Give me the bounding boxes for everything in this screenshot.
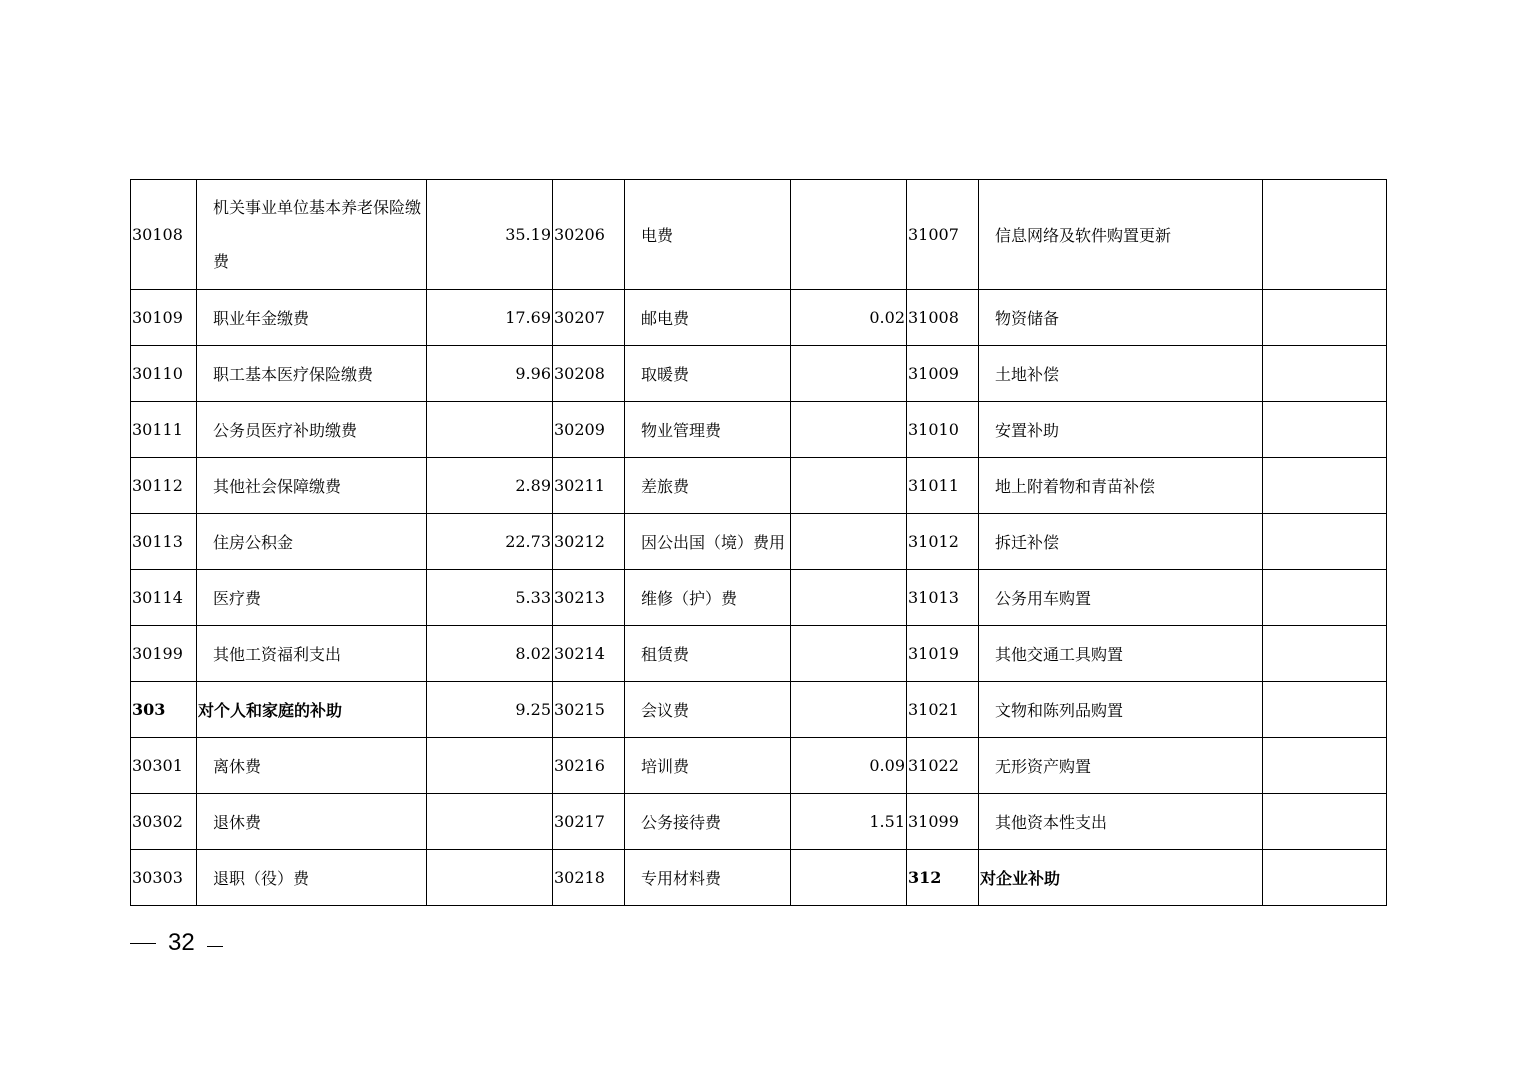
econ-code: 30109 <box>131 290 197 346</box>
econ-name: 公务用车购置 <box>979 570 1263 626</box>
amount <box>427 402 553 458</box>
table-row <box>131 738 1387 794</box>
econ-name: 取暖费 <box>625 346 791 402</box>
econ-name: 电费 <box>625 180 791 290</box>
econ-code: 31012 <box>907 514 979 570</box>
econ-name: 职工基本医疗保险缴费 <box>197 346 427 402</box>
econ-name: 差旅费 <box>625 458 791 514</box>
econ-name: 会议费 <box>625 682 791 738</box>
econ-code: 30213 <box>553 570 625 626</box>
econ-code: 30216 <box>553 738 625 794</box>
econ-name: 退职（役）费 <box>197 850 427 906</box>
table-row <box>131 850 1387 906</box>
econ-name: 对企业补助 <box>979 850 1263 906</box>
econ-code: 30112 <box>131 458 197 514</box>
econ-code: 30111 <box>131 402 197 458</box>
amount <box>791 402 907 458</box>
econ-code: 30218 <box>553 850 625 906</box>
econ-code: 30215 <box>553 682 625 738</box>
econ-code: 30302 <box>131 794 197 850</box>
econ-name: 无形资产购置 <box>979 738 1263 794</box>
amount <box>1263 346 1387 402</box>
econ-name: 离休费 <box>197 738 427 794</box>
econ-code: 31010 <box>907 402 979 458</box>
econ-name: 专用材料费 <box>625 850 791 906</box>
econ-code: 30303 <box>131 850 197 906</box>
econ-code: 30110 <box>131 346 197 402</box>
econ-name: 土地补偿 <box>979 346 1263 402</box>
econ-name: 机关事业单位基本养老保险缴费 <box>197 180 427 290</box>
econ-name: 邮电费 <box>625 290 791 346</box>
amount <box>1263 402 1387 458</box>
amount: 35.19 <box>427 180 553 290</box>
amount: 0.09 <box>791 738 907 794</box>
econ-name: 安置补助 <box>979 402 1263 458</box>
econ-name: 文物和陈列品购置 <box>979 682 1263 738</box>
table-row <box>131 180 1387 290</box>
table-row <box>131 682 1387 738</box>
econ-code: 31011 <box>907 458 979 514</box>
amount <box>791 180 907 290</box>
econ-name: 职业年金缴费 <box>197 290 427 346</box>
econ-code: 30217 <box>553 794 625 850</box>
amount <box>427 850 553 906</box>
amount <box>791 346 907 402</box>
amount: 22.73 <box>427 514 553 570</box>
econ-code: 31099 <box>907 794 979 850</box>
table-row <box>131 402 1387 458</box>
econ-name: 信息网络及软件购置更新 <box>979 180 1263 290</box>
amount: 9.25 <box>427 682 553 738</box>
econ-code: 30114 <box>131 570 197 626</box>
econ-code: 30301 <box>131 738 197 794</box>
econ-code: 303 <box>131 682 197 738</box>
amount: 8.02 <box>427 626 553 682</box>
table-row <box>131 514 1387 570</box>
econ-code: 30199 <box>131 626 197 682</box>
amount <box>791 682 907 738</box>
amount <box>1263 290 1387 346</box>
econ-name: 住房公积金 <box>197 514 427 570</box>
econ-name: 地上附着物和青苗补偿 <box>979 458 1263 514</box>
econ-name: 其他资本性支出 <box>979 794 1263 850</box>
amount: 17.69 <box>427 290 553 346</box>
amount <box>791 458 907 514</box>
econ-code: 312 <box>907 850 979 906</box>
econ-name: 其他交通工具购置 <box>979 626 1263 682</box>
amount <box>791 850 907 906</box>
econ-code: 31021 <box>907 682 979 738</box>
econ-name: 培训费 <box>625 738 791 794</box>
amount: 5.33 <box>427 570 553 626</box>
table-row <box>131 626 1387 682</box>
amount <box>791 514 907 570</box>
econ-code: 30212 <box>553 514 625 570</box>
amount <box>1263 626 1387 682</box>
econ-code: 31022 <box>907 738 979 794</box>
amount <box>1263 514 1387 570</box>
dash-right <box>207 946 223 947</box>
amount <box>1263 682 1387 738</box>
econ-name: 其他工资福利支出 <box>197 626 427 682</box>
econ-code: 30113 <box>131 514 197 570</box>
page-number: 32 <box>168 929 195 956</box>
econ-name: 物业管理费 <box>625 402 791 458</box>
econ-name: 公务接待费 <box>625 794 791 850</box>
econ-code: 31019 <box>907 626 979 682</box>
amount <box>427 794 553 850</box>
econ-name: 租赁费 <box>625 626 791 682</box>
table-row <box>131 458 1387 514</box>
amount <box>1263 458 1387 514</box>
econ-code: 30208 <box>553 346 625 402</box>
amount: 9.96 <box>427 346 553 402</box>
econ-name: 维修（护）费 <box>625 570 791 626</box>
amount: 2.89 <box>427 458 553 514</box>
econ-name: 公务员医疗补助缴费 <box>197 402 427 458</box>
econ-code: 30209 <box>553 402 625 458</box>
page-number-footer <box>130 926 223 960</box>
econ-code: 30211 <box>553 458 625 514</box>
amount <box>1263 850 1387 906</box>
amount: 0.02 <box>791 290 907 346</box>
table-row <box>131 570 1387 626</box>
econ-code: 30214 <box>553 626 625 682</box>
econ-code: 30206 <box>553 180 625 290</box>
amount <box>791 570 907 626</box>
amount <box>427 738 553 794</box>
econ-name: 对个人和家庭的补助 <box>197 682 427 738</box>
econ-code: 31007 <box>907 180 979 290</box>
econ-name: 退休费 <box>197 794 427 850</box>
econ-name: 拆迁补偿 <box>979 514 1263 570</box>
table-row <box>131 794 1387 850</box>
amount <box>1263 180 1387 290</box>
econ-code: 31008 <box>907 290 979 346</box>
dash-left <box>130 943 156 944</box>
table-row <box>131 290 1387 346</box>
econ-code: 31009 <box>907 346 979 402</box>
econ-code: 30207 <box>553 290 625 346</box>
amount: 1.51 <box>791 794 907 850</box>
amount <box>1263 794 1387 850</box>
amount <box>1263 738 1387 794</box>
budget-table <box>130 179 1387 906</box>
amount <box>1263 570 1387 626</box>
table-row <box>131 346 1387 402</box>
econ-name: 医疗费 <box>197 570 427 626</box>
econ-name: 物资储备 <box>979 290 1263 346</box>
econ-code: 31013 <box>907 570 979 626</box>
econ-name: 其他社会保障缴费 <box>197 458 427 514</box>
econ-name: 因公出国（境）费用 <box>625 514 791 570</box>
econ-code: 30108 <box>131 180 197 290</box>
amount <box>791 626 907 682</box>
